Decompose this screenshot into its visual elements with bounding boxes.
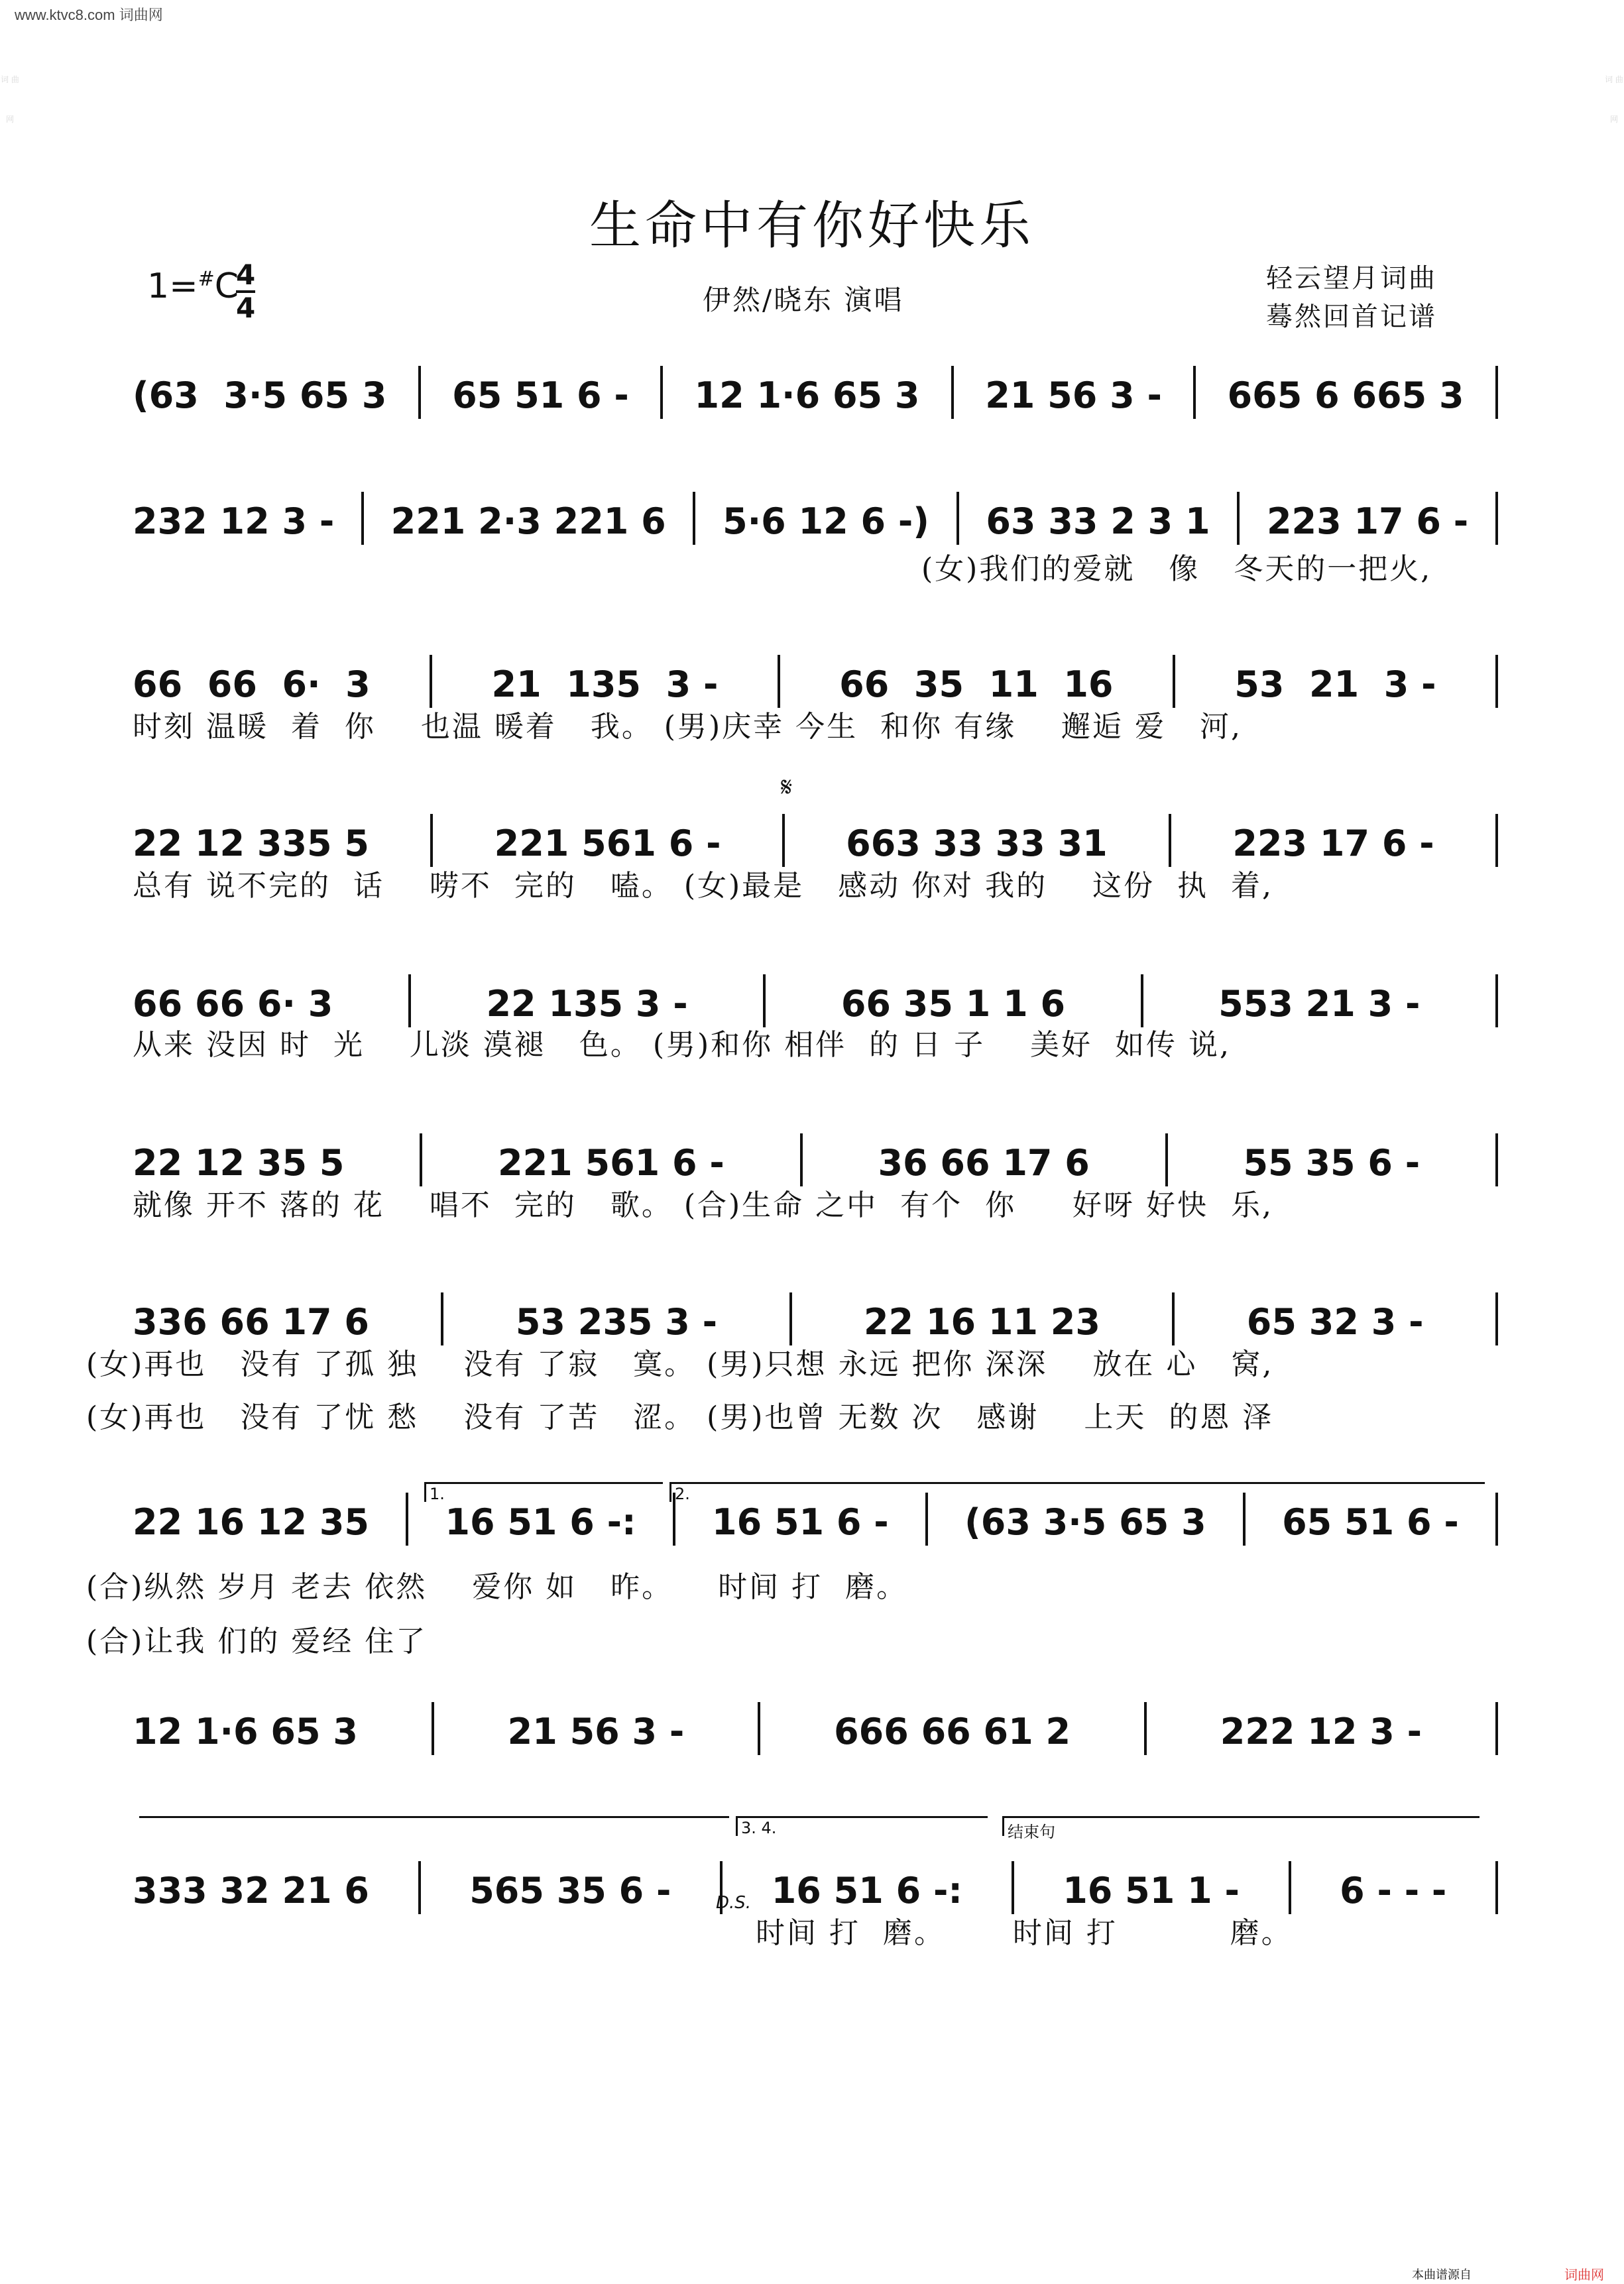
- right-watermark-strip: 词 曲 网: [1605, 75, 1623, 124]
- measure: 221 2·3 221 6: [390, 500, 666, 542]
- measure: 66 66 6· 3: [133, 663, 371, 705]
- measure: 333 32 21 6: [133, 1870, 369, 1912]
- measure: 16 51 6 -:: [445, 1501, 636, 1543]
- volta-bracket: [669, 1482, 1485, 1484]
- lyric-line: 时间 打 磨。 时间 打 磨。: [756, 1916, 1293, 1950]
- barline: [361, 492, 364, 545]
- barline: [430, 655, 432, 708]
- measure: (63 3·5 65 3: [964, 1501, 1206, 1543]
- segno-sign: 𝄋: [781, 772, 793, 803]
- barline: [763, 974, 766, 1027]
- dal-segno-mark: D.S.: [716, 1893, 752, 1913]
- barline: [1172, 1292, 1175, 1345]
- volta-bracket: [424, 1482, 663, 1484]
- measure: 565 35 6 -: [469, 1870, 671, 1912]
- measure: 53 235 3 -: [515, 1301, 718, 1343]
- barline: [957, 492, 959, 545]
- barline: [1495, 366, 1498, 419]
- barline: [1289, 1861, 1291, 1914]
- barline: [1193, 366, 1196, 419]
- measure: 36 66 17 6: [878, 1142, 1090, 1184]
- lyric-line: (女)再也 没有 了孤 独 没有 了寂 寞。 (男)只想 永远 把你 深深 放在 心 窝,: [86, 1347, 1274, 1381]
- barline: [1144, 1702, 1147, 1755]
- measure: 22 16 11 23: [863, 1301, 1100, 1343]
- barline: [800, 1133, 803, 1186]
- measure: 21 135 3 -: [491, 663, 719, 705]
- measure: 12 1·6 65 3: [694, 374, 920, 416]
- measure: 66 35 1 1 6: [841, 983, 1066, 1025]
- repeat-bracket: [139, 1816, 729, 1818]
- volta-bracket: [736, 1816, 988, 1818]
- measure: 553 21 3 -: [1218, 983, 1421, 1025]
- volta-label: 结束句: [1008, 1823, 1055, 1841]
- barline: [430, 814, 433, 867]
- measure: 63 33 2 3 1: [986, 500, 1210, 542]
- barline: [1495, 1292, 1498, 1345]
- measure: 665 6 665 3: [1227, 374, 1464, 416]
- notation-line: [133, 1493, 1498, 1552]
- barline: [418, 366, 421, 419]
- measure: 5·6 12 6 -): [723, 500, 929, 542]
- barline: [1495, 974, 1498, 1027]
- barline: [1173, 655, 1175, 708]
- measure: 16 51 6 -:: [771, 1870, 962, 1912]
- volta-label: 1.: [430, 1485, 445, 1503]
- barline: [441, 1292, 443, 1345]
- measure: 22 135 3 -: [486, 983, 688, 1025]
- lyric-line: 就像 开不 落的 花 唱不 完的 歌。 (合)生命 之中 有个 你 好呀 好快 乐,: [133, 1188, 1273, 1222]
- notation-line: [133, 1702, 1498, 1762]
- measure: 65 51 6 -: [1282, 1501, 1459, 1543]
- measure: 12 1·6 65 3: [133, 1711, 358, 1752]
- lyric-line: (合)纵然 岁月 老去 依然 爱你 如 昨。 时间 打 磨。: [86, 1570, 908, 1604]
- composer-credit: 轻云望月词曲: [1266, 263, 1437, 294]
- measure: 21 56 3 -: [507, 1711, 685, 1752]
- lyric-line: 从来 没因 时 光 儿淡 漠褪 色。 (男)和你 相伴 的 日 子 美好 如传 说,: [133, 1028, 1231, 1062]
- song-title: 生命中有你好快乐: [589, 196, 1035, 256]
- barline: [418, 1861, 421, 1914]
- volta-tick: [736, 1816, 738, 1836]
- barline: [420, 1133, 422, 1186]
- source-url: www.ktvc8.com 词曲网: [15, 7, 163, 23]
- lyric-line: (合)让我 们的 爱经 住了: [86, 1625, 428, 1658]
- barline: [1495, 1861, 1498, 1914]
- measure: 22 12 335 5: [133, 823, 369, 864]
- left-watermark-strip: 词 曲 网: [1, 75, 19, 124]
- notation-line: [133, 492, 1498, 551]
- barline: [408, 974, 411, 1027]
- measure: 65 32 3 -: [1246, 1301, 1424, 1343]
- lyric-line: 时刻 温暖 着 你 也温 暖着 我。 (男)庆幸 今生 和你 有缘 邂逅 爱 河,: [133, 710, 1242, 744]
- measure: 6 - - -: [1340, 1870, 1447, 1912]
- footer-site: 词曲网: [1564, 2268, 1604, 2283]
- volta-tick: [1002, 1816, 1004, 1836]
- lyric-line: (女)再也 没有 了忧 愁 没有 了苦 涩。 (男)也曾 无数 次 感谢 上天 的恩 泽: [86, 1400, 1274, 1434]
- volta-tick: [424, 1482, 426, 1502]
- measure: 16 51 1 -: [1063, 1870, 1240, 1912]
- notation-line: [133, 366, 1498, 426]
- barline: [789, 1292, 792, 1345]
- measure: (63 3·5 65 3: [133, 374, 387, 416]
- barline: [925, 1493, 928, 1546]
- barline: [1495, 492, 1498, 545]
- measure: 222 12 3 -: [1220, 1711, 1422, 1752]
- lyric-line: (女)我们的爱就 像 冬天的一把火,: [921, 552, 1432, 586]
- barline: [1495, 1133, 1498, 1186]
- measure: 53 21 3 -: [1234, 663, 1436, 705]
- footer-source: 本曲谱源自: [1412, 2268, 1472, 2281]
- barline: [758, 1702, 760, 1755]
- barline: [951, 366, 954, 419]
- barline: [1495, 655, 1498, 708]
- barline: [693, 492, 695, 545]
- volta-label: 3. 4.: [741, 1819, 777, 1837]
- measure: 221 561 6 -: [498, 1142, 725, 1184]
- barline: [1165, 1133, 1168, 1186]
- measure: 336 66 17 6: [133, 1301, 369, 1343]
- measure: 21 56 3 -: [985, 374, 1162, 416]
- volta-bracket: [1002, 1816, 1479, 1818]
- measure: 55 35 6 -: [1243, 1142, 1421, 1184]
- key-signature: 1=#C: [147, 266, 239, 306]
- barline: [1169, 814, 1171, 867]
- barline: [1495, 1702, 1498, 1755]
- measure: 223 17 6 -: [1266, 500, 1469, 542]
- transcriber-credit: 蓦然回首记谱: [1266, 302, 1437, 332]
- barline: [1141, 974, 1143, 1027]
- measure: 66 66 6· 3: [133, 983, 333, 1025]
- barline: [1495, 1493, 1498, 1546]
- barline: [432, 1702, 434, 1755]
- measure: 22 12 35 5: [133, 1142, 345, 1184]
- measure: 232 12 3 -: [133, 500, 335, 542]
- barline: [1495, 814, 1498, 867]
- measure: 663 33 33 31: [846, 823, 1108, 864]
- volta-tick: [669, 1482, 671, 1502]
- measure: 666 66 61 2: [834, 1711, 1071, 1752]
- measure: 22 16 12 35: [133, 1501, 369, 1543]
- barline: [1012, 1861, 1014, 1914]
- measure: 65 51 6 -: [452, 374, 629, 416]
- time-signature: 4 4: [236, 258, 256, 324]
- barline: [1243, 1493, 1246, 1546]
- measure: 223 17 6 -: [1232, 823, 1434, 864]
- barline: [782, 814, 785, 867]
- volta-label: 2.: [675, 1485, 690, 1503]
- measure: 16 51 6 -: [712, 1501, 889, 1543]
- barline: [1237, 492, 1240, 545]
- lyric-line: 总有 说不完的 话 唠不 完的 嗑。 (女)最是 感动 你对 我的 这份 执 着,: [133, 869, 1273, 903]
- measure: 66 35 11 16: [839, 663, 1114, 705]
- measure: 221 561 6 -: [494, 823, 721, 864]
- performers: 伊然/晓东 演唱: [703, 284, 904, 316]
- barline: [406, 1493, 408, 1546]
- barline: [778, 655, 780, 708]
- barline: [660, 366, 663, 419]
